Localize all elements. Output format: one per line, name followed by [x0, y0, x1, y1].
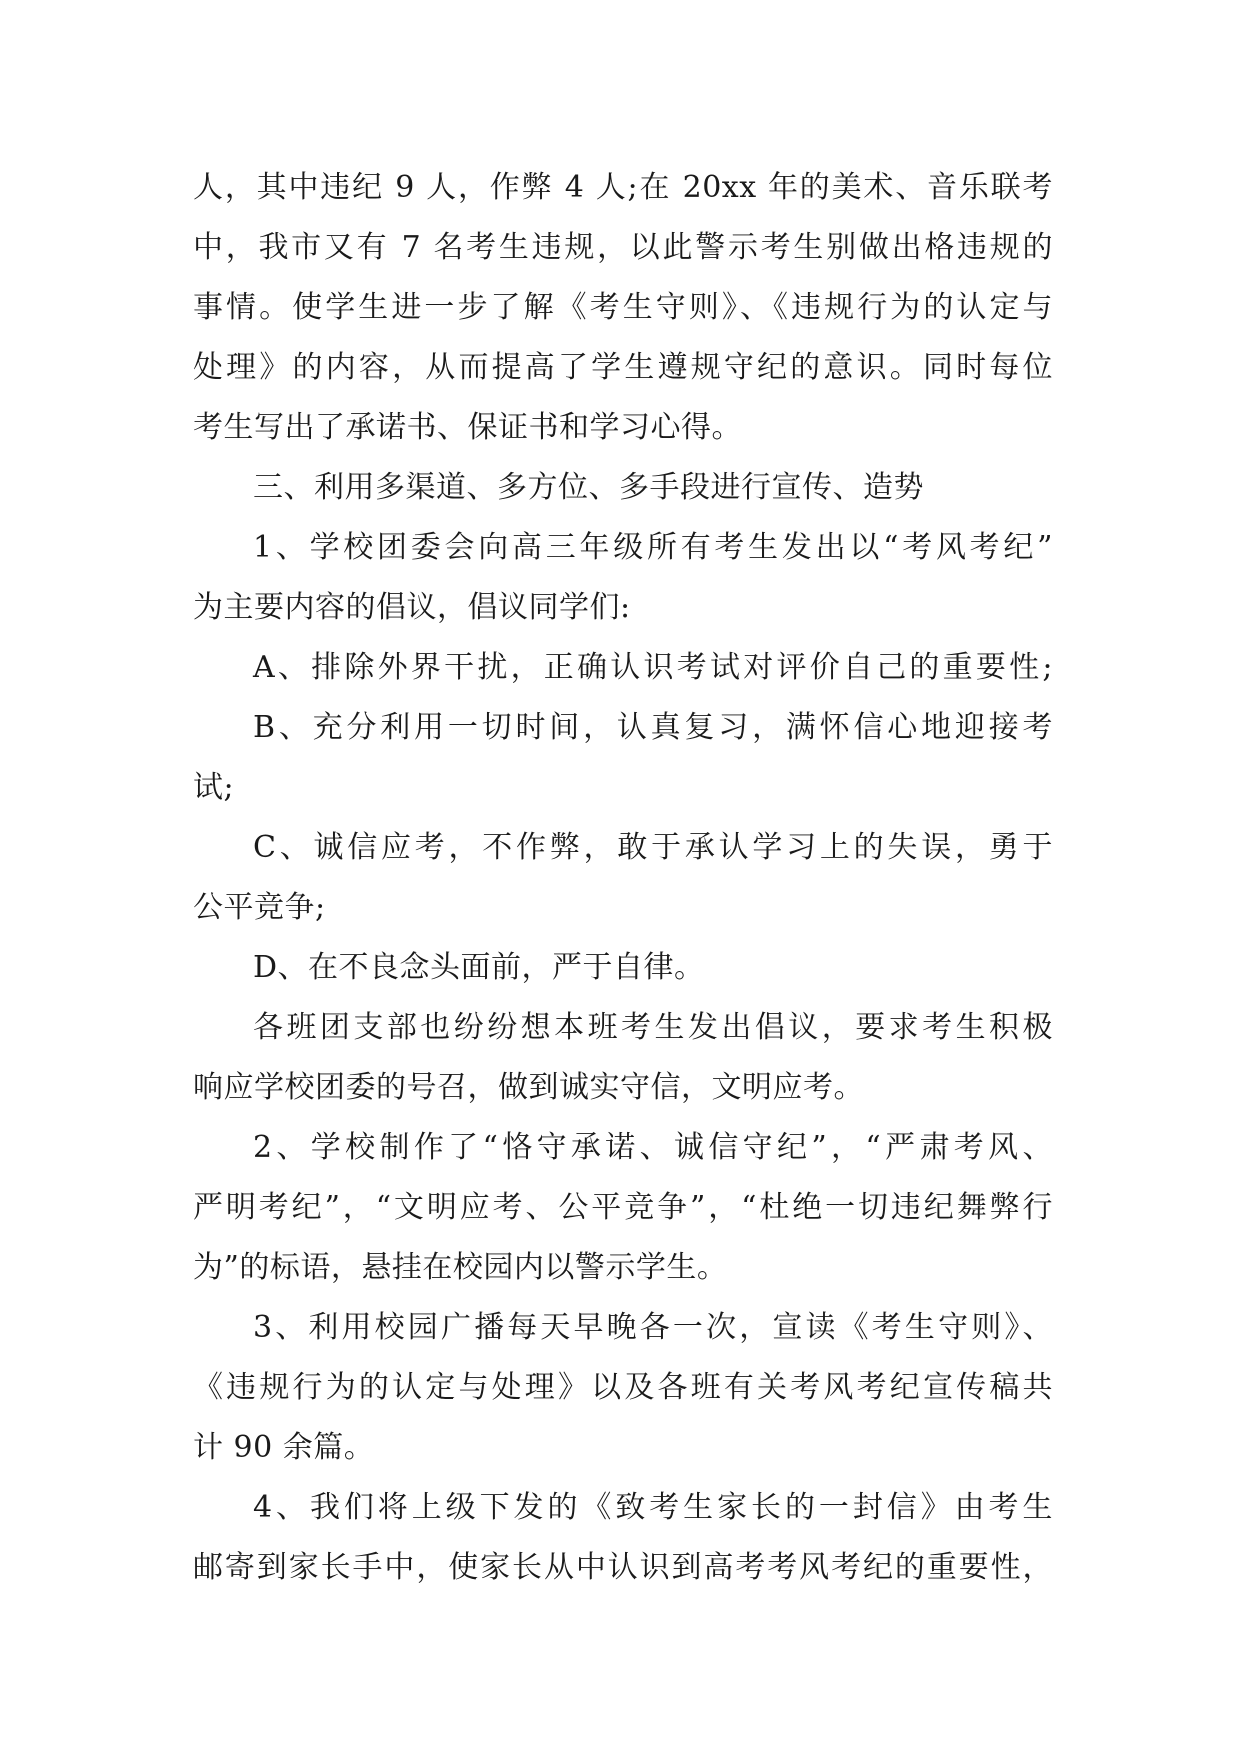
text-line: 处理》的内容，从而提高了学生遵规守纪的意识。同时每位 [193, 350, 1053, 385]
text-line: 公平竞争; [193, 890, 326, 925]
text-line: 事情。使学生进一步了解《考生守则》、《违规行为的认定与 [193, 290, 1053, 325]
text-line: 3、利用校园广播每天早晚各一次，宣读《考生守则》、 [253, 1310, 1053, 1345]
text-line: 1、学校团委会向高三年级所有考生发出以“考风考纪” [253, 530, 1053, 565]
text-line: 中，我市又有 7 名考生违规，以此警示考生别做出格违规的 [193, 230, 1053, 265]
text-line: 为主要内容的倡议，倡议同学们: [193, 590, 631, 625]
document-body [193, 158, 1053, 1598]
text-line: D、在不良念头面前，严于自律。 [253, 950, 705, 985]
text-line: 为”的标语，悬挂在校园内以警示学生。 [193, 1250, 728, 1285]
text-line: 《违规行为的认定与处理》以及各班有关考风考纪宣传稿共 [193, 1370, 1053, 1405]
text-line: 三、利用多渠道、多方位、多手段进行宣传、造势 [253, 470, 924, 505]
text-line: A、排除外界干扰，正确认识考试对评价自己的重要性; [253, 650, 1053, 685]
text-line: 2、学校制作了“恪守承诺、诚信守纪”，“严肃考风、 [253, 1130, 1053, 1165]
text-line: 考生写出了承诺书、保证书和学习心得。 [193, 410, 742, 445]
text-line: C、诚信应考，不作弊，敢于承认学习上的失误，勇于 [253, 830, 1053, 865]
text-line: 试; [193, 770, 235, 805]
text-line: 响应学校团委的号召，做到诚实守信，文明应考。 [193, 1070, 864, 1105]
text-line: 各班团支部也纷纷想本班考生发出倡议，要求考生积极 [253, 1010, 1053, 1045]
text-line: 严明考纪”，“文明应考、公平竞争”，“杜绝一切违纪舞弊行 [193, 1190, 1053, 1225]
text-line: 邮寄到家长手中，使家长从中认识到高考考风考纪的重要性， [193, 1550, 1053, 1585]
text-line: 4、我们将上级下发的《致考生家长的一封信》由考生 [253, 1490, 1053, 1525]
text-line: 计 90 余篇。 [193, 1430, 375, 1465]
text-line: B、充分利用一切时间，认真复习，满怀信心地迎接考 [253, 710, 1053, 745]
text-line: 人，其中违纪 9 人，作弊 4 人;在 20xx 年的美术、音乐联考 [193, 170, 1053, 205]
